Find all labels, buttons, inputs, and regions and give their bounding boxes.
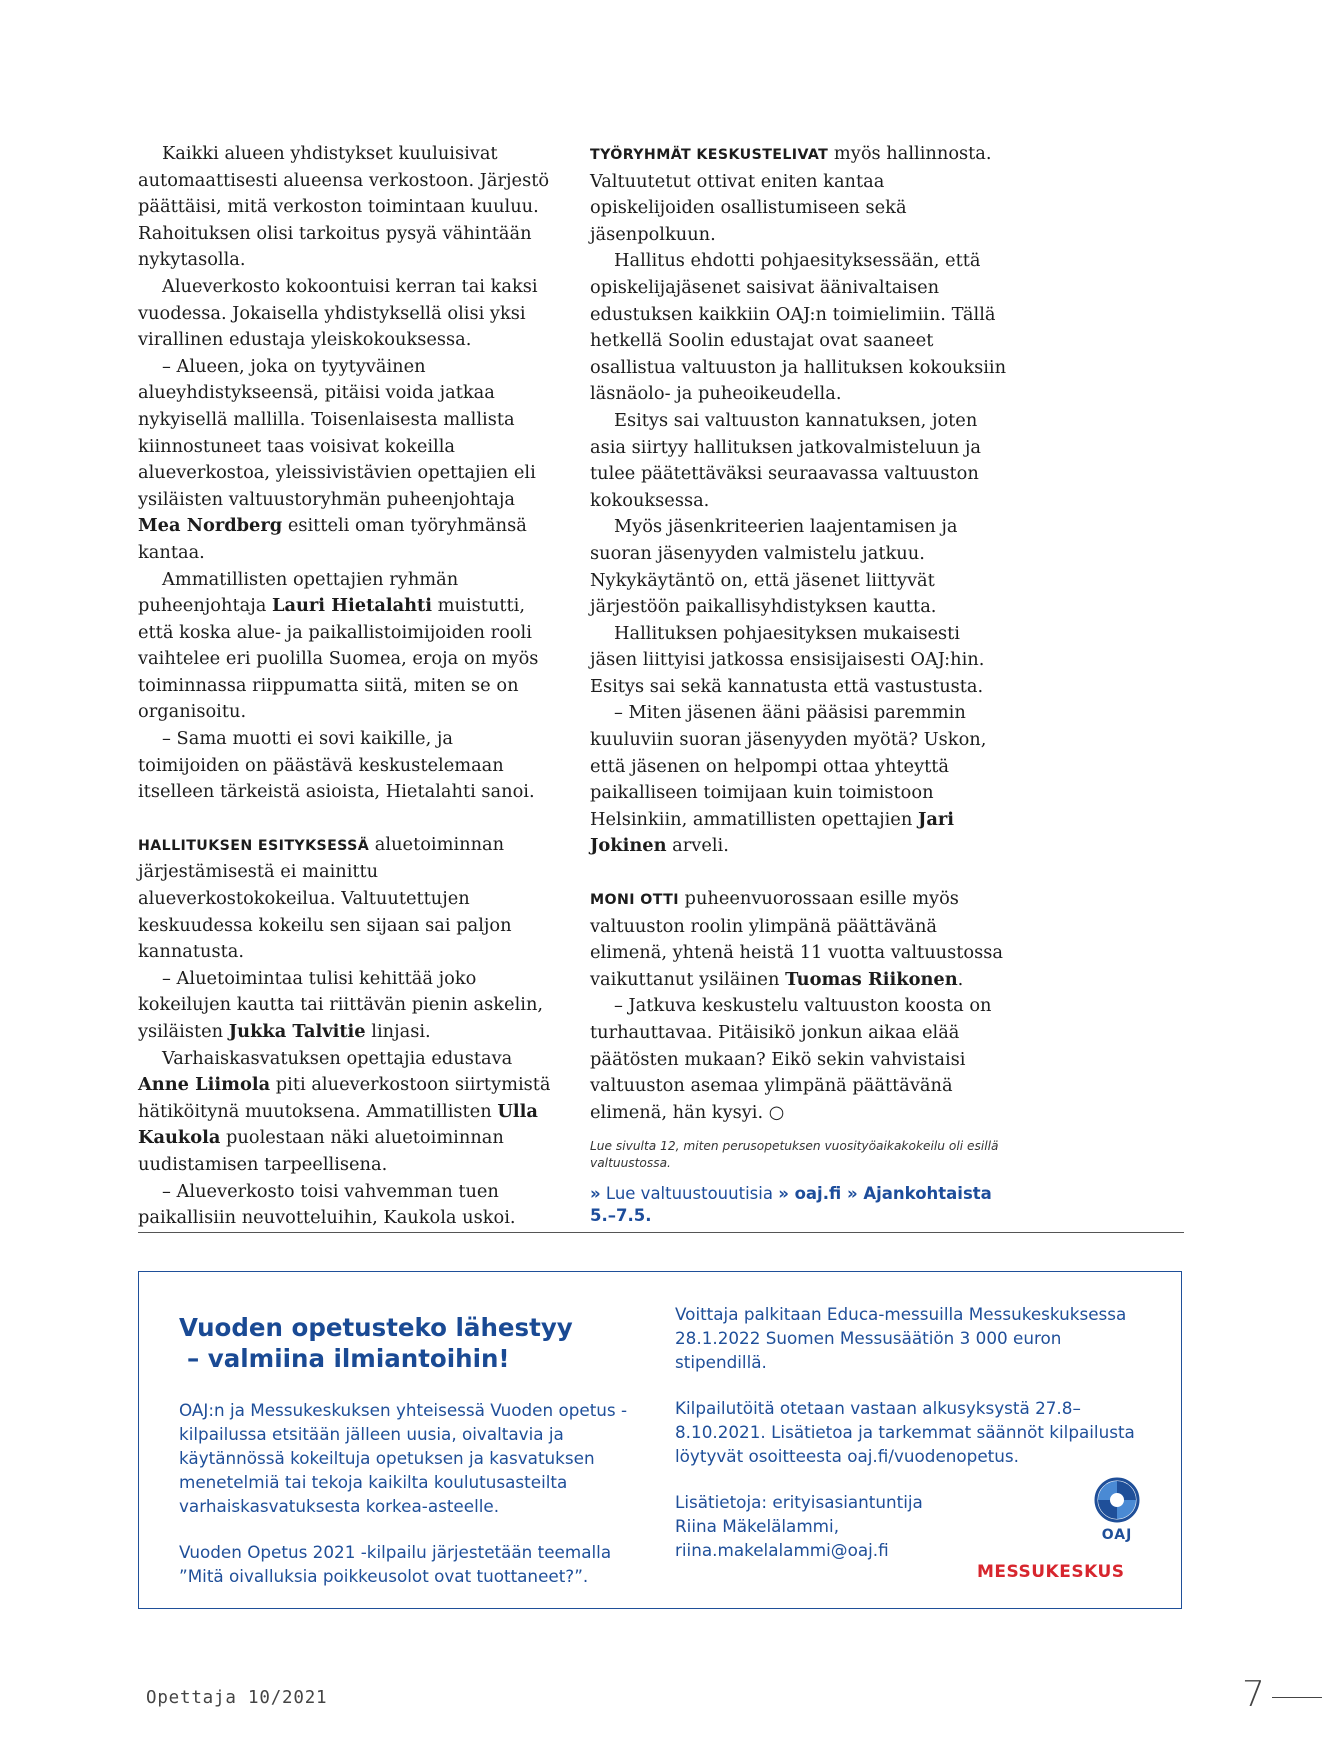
paragraph: Ammatillisten opettajien ryhmän puheenjohtaja Lauri Hietalahti muistutti, että koska alue- ja paikallistoimijoiden rooli vaihtelee eri puolilla Suomea, eroja on myös toiminnassa riippumatta siitä, miten se on organisoitu. — [138, 568, 539, 723]
paragraph: – Jatkuva keskustelu valtuuston koosta on turhauttavaa. Pitäisikö jonkun aikaa elää päätösten mukaan? Eikö sekin vahvistaisi valtuuston asemaa ylimpänä päättävänä elimenä, hän kysyi. ○ — [590, 995, 992, 1123]
person-name: Anne Liimola — [138, 1074, 271, 1096]
advert-right-column — [675, 1302, 1155, 1584]
oaj-logo: OAJ — [1087, 1477, 1147, 1543]
oaj-emblem-icon — [1094, 1477, 1140, 1523]
messukeskus-logo: MESSUKESKUS — [977, 1562, 1125, 1582]
paragraph: Myös jäsenkriteerien laajentamisen ja suoran jäsenyyden valmistelu jatkuu. Nykykäytäntö on, että jäsenet liittyvät järjestöön paikallisyhdistyksen kautta. — [590, 516, 958, 618]
end-mark-icon: ○ — [768, 1101, 785, 1123]
advert-left-column — [179, 1312, 649, 1610]
section-kicker: MONI OTTI — [590, 892, 679, 909]
person-name: Ulla Kaukola — [138, 1100, 538, 1149]
person-name: Tuomas Riikonen — [785, 968, 958, 990]
paragraph: HALLITUKSEN ESITYKSESSÄ aluetoiminnan järjestämisestä ei mainittu alueverkostokokeilua. Valtuutettujen keskuudessa kokeilu sen sijaan sai paljon kannatusta. — [138, 833, 512, 963]
advert-paragraph: Vuoden Opetus 2021 -kilpailu järjestetään teemalla ”Mitä oivalluksia poikkeusolot ovat tuottaneet?”. — [179, 1542, 612, 1586]
person-name: Lauri Hietalahti — [271, 595, 433, 617]
person-name: Jukka Talvitie — [228, 1021, 366, 1042]
section-kicker: HALLITUKSEN ESITYKSESSÄ — [138, 837, 370, 854]
cross-reference-note: Lue sivulta 12, miten perusopetuksen vuosityöaikakokeilu oli esillä valtuustossa. — [590, 1139, 999, 1171]
paragraph: Hallitus ehdotti pohjaesityksessään, että opiskelijajäsenet saisivat äänivaltaisen edustuksen kaikkiin OAJ:n toimielimiin. Tällä hetkellä Soolin edustajat ovat saaneet osallistua valtuuston ja hallituksen kokouksiin läsnäolo- ja puheoikeudella. — [590, 250, 1007, 405]
section-divider — [138, 1232, 1184, 1233]
section-kicker: TYÖRYHMÄT KESKUSTELIVAT — [590, 147, 829, 163]
advert-paragraph: OAJ:n ja Messukeskuksen yhteisessä Vuoden opetus -kilpailussa etsitään jälleen uusia, oivaltavia ja käytännössä kokeiltuja opetuksen ja kasvatuksen menetelmiä tai tekoja kaikilta koulutusasteilta varhaiskasvatuksesta korkea-asteelle. — [179, 1400, 628, 1516]
advert-paragraph: Voittaja palkitaan Educa-messuilla Messukeskuksessa 28.1.2022 Suomen Messusäätiön 3 000 euron stipendillä. — [675, 1304, 1127, 1372]
advert-paragraph: Kilpailutöitä otetaan vastaan alkusyksystä 27.8–8.10.2021. Lisätietoa ja tarkemmat säännöt kilpailusta löytyvät osoitteesta oaj.fi/vuodenopetus. — [675, 1398, 1135, 1466]
page-number-rule — [1272, 1697, 1322, 1698]
contact-email[interactable]: riina.makelalammi@oaj.fi — [675, 1540, 889, 1560]
paragraph: – Sama muotti ei sovi kaikille, ja toimijoiden on päästävä keskustelemaan itselleen tärkeistä asioista, Hietalahti sanoi. — [138, 728, 535, 803]
paragraph: Alueverkosto kokoontuisi kerran tai kaksi vuodessa. Jokaisella yhdistyksellä olisi yksi virallinen edustaja yleiskokouksessa. — [138, 275, 538, 351]
paragraph: Kaikki alueen yhdistykset kuuluisivat automaattisesti alueensa verkostoon. Järjestö päättäisi, mitä verkoston toimintaan kuuluu. Rahoituksen olisi tarkoitus pysyä vähintään nykytasolla. — [138, 143, 550, 271]
person-name: Jari Jokinen — [590, 808, 954, 857]
paragraph: TYÖRYHMÄT KESKUSTELIVAT myös hallinnosta. Valtuutetut ottivat eniten kantaa opiskelijoiden osallistumiseen sekä jäsenpolkuun. — [590, 143, 992, 245]
paragraph: – Miten jäsenen ääni pääsisi paremmin kuuluviin suoran jäsenyyden myötä? Uskon, että jäsenen on helpompi ottaa yhteyttä paikalliseen toimijaan kuin toimistoon Helsinkiin, ammatillisten opettajien Jari Jokinen arveli. — [590, 702, 987, 857]
paragraph: Esitys sai valtuuston kannatuksen, joten asia siirtyy hallituksen jatkovalmisteluun ja tulee päätettäväksi seuraavassa valtuuston kokouksessa. — [590, 409, 982, 511]
paragraph: MONI OTTI puheenvuorossaan esille myös valtuuston roolin ylimpänä päättävänä elimenä, yhtenä heistä 11 vuotta valtuustossa vaikuttanut ysiläinen Tuomas Riikonen. — [590, 888, 1003, 990]
article-right-column — [590, 141, 1010, 1227]
advert-box — [138, 1271, 1182, 1609]
paragraph: – Alueen, joka on tyytyväinen alueyhdistykseensä, pitäisi voida jatkaa nykyisellä mallilla. Toisenlaisesta mallista kiinnostuneet taas voisivat kokeilla alueverkostoa, yleissivistävien opettajien eli ysiläisten valtuustoryhmän puheenjohtaja Mea Nordberg esitteli oman työryhmänsä kantaa. — [138, 355, 536, 563]
page-number: 7 — [1242, 1674, 1265, 1715]
article-left-column — [138, 141, 554, 1232]
read-more-link[interactable]: » Lue valtuustouutisia » oaj.fi » Ajankohtaista 5.–7.5. — [590, 1184, 992, 1226]
paragraph: Hallituksen pohjaesityksen mukaisesti jäsen liittyisi jatkossa ensisijaisesti OAJ:hin. Esitys sai sekä kannatusta että vastustusta. — [590, 622, 985, 697]
paragraph: Varhaiskasvatuksen opettajia edustava Anne Liimola piti alueverkostoon siirtymistä hätiköitynä muutoksena. Ammatillisten Ulla Kaukola puolestaan näki aluetoiminnan uudistamisen tarpeellisena. — [138, 1047, 551, 1175]
paragraph: – Aluetoimintaa tulisi kehittää joko kokeilujen kautta tai riittävän pienin askelin, ysiläisten Jukka Talvitie linjasi. — [138, 967, 544, 1042]
paragraph: – Alueverkosto toisi vahvemman tuen paikallisiin neuvotteluihin, Kaukola uskoi. — [138, 1180, 516, 1229]
chevron-right-icon: » — [590, 1184, 601, 1204]
magazine-issue: Opettaja 10/2021 — [146, 1688, 328, 1708]
person-name: Mea Nordberg — [138, 515, 283, 537]
advert-title: Vuoden opetusteko lähestyy – valmiina ilmiantoihin! — [179, 1313, 573, 1373]
advert-contact: Lisätietoja: erityisasiantuntija Riina Mäkelälammi, riina.makelalammi@oaj.fi — [675, 1492, 923, 1560]
